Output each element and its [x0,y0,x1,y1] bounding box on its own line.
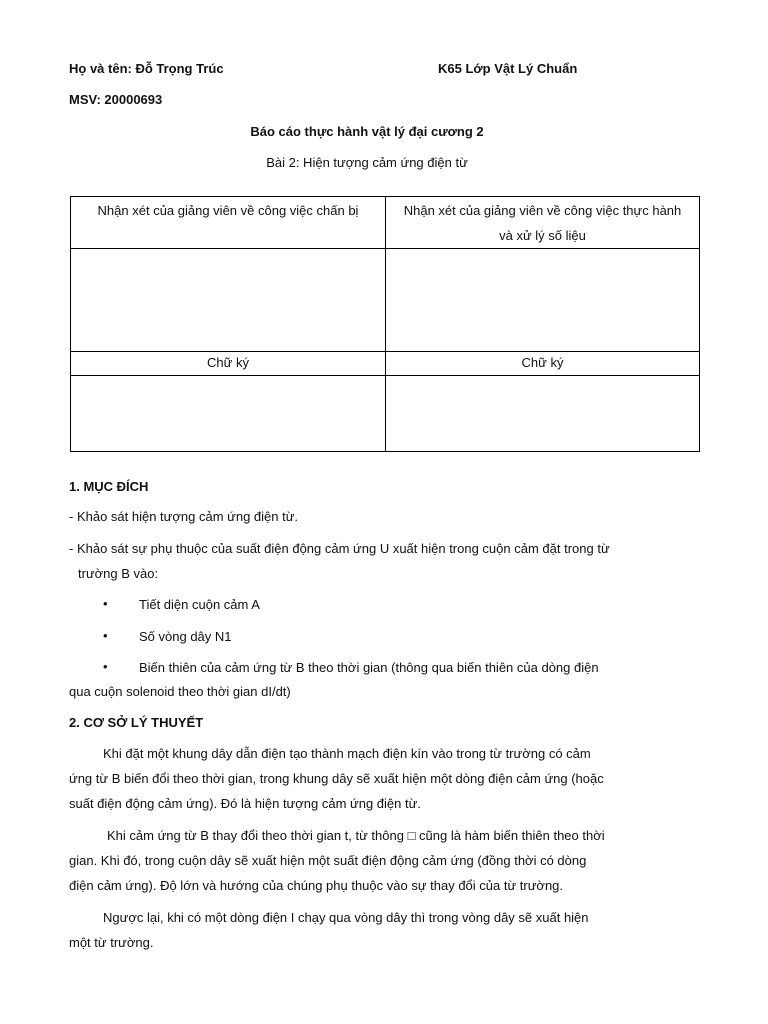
list-item-cont: qua cuộn solenoid theo thời gian dI/dt) [69,684,291,699]
purpose-line-2-cont: trường B vào: [78,566,159,581]
section2-heading: 2. CƠ SỞ LÝ THUYẾT [69,715,204,730]
bullet-dot-1: • [103,596,108,611]
practice-comment-header-line2: và xử lý số liệu [499,228,586,243]
instructor-comments-table [70,196,700,452]
theory-para2-line2: gian. Khi đó, trong cuộn dây sẽ xuất hiện một suất điện động cảm ứng (đồng thời có dòng [69,853,587,868]
prep-comment-header [71,197,386,249]
signature-cell-2 [386,376,700,452]
theory-para3-line2: một từ trường. [69,935,154,950]
bullet-dot-3: • [103,659,108,674]
theory-para2-line3: điện cảm ứng). Độ lớn và hướng của chúng phụ thuộc vào sự thay đổi của từ trường. [69,878,564,893]
practice-comment-header [386,197,700,249]
theory-para1-line3: suất điện động cảm ứng). Đó là hiện tượng cảm ứng điện từ. [69,796,421,811]
bullet-dot-2: • [103,628,108,643]
student-class: K65 Lớp Vật Lý Chuẩn [438,61,578,76]
prep-comment-cell [71,249,386,352]
signature-cell-1 [71,376,386,452]
list-item: Số vòng dây N1 [139,629,232,644]
practice-comment-header-line1: Nhận xét của giảng viên về công việc thực hành [403,203,682,218]
report-title: Báo cáo thực hành vật lý đại cương 2 [250,124,484,139]
purpose-line-1: - Khảo sát hiện tượng cảm ứng điện từ. [69,509,299,524]
theory-para2-line1: Khi cảm ứng từ B thay đổi theo thời gian t, từ thông □ cũng là hàm biến thiên theo thời [107,828,605,843]
signature-label-1: Chữ ký [71,352,386,376]
theory-para3-line1: Ngược lại, khi có một dòng điện I chạy qua vòng dây thì trong vòng dây sẽ xuất hiện [103,910,589,925]
theory-para1-line1: Khi đặt một khung dây dẫn điện tạo thành mạch điện kín vào trong từ trường có cảm [103,746,591,761]
section1-heading: 1. MỤC ĐÍCH [69,479,149,494]
practice-comment-cell [386,249,700,352]
prep-comment-header-text: Nhận xét của giảng viên về công việc chấn bị [97,203,359,218]
report-subtitle: Bài 2: Hiện tượng cảm ứng điện từ [266,155,468,170]
list-item: Biến thiên của cảm ứng từ B theo thời gian (thông qua biến thiên của dòng điện [139,660,599,675]
signature-label-2: Chữ ký [386,352,700,376]
purpose-line-2: - Khảo sát sự phụ thuộc của suất điện động cảm ứng U xuất hiện trong cuộn cảm đặt trong từ [69,541,610,556]
student-id: MSV: 20000693 [69,92,163,107]
list-item: Tiết diện cuộn cảm A [139,597,260,612]
student-name: Họ và tên: Đỗ Trọng Trúc [69,61,224,76]
theory-para1-line2: ứng từ B biến đổi theo thời gian, trong khung dây sẽ xuất hiện một dòng điện cảm ứng (hoặc [69,771,604,786]
